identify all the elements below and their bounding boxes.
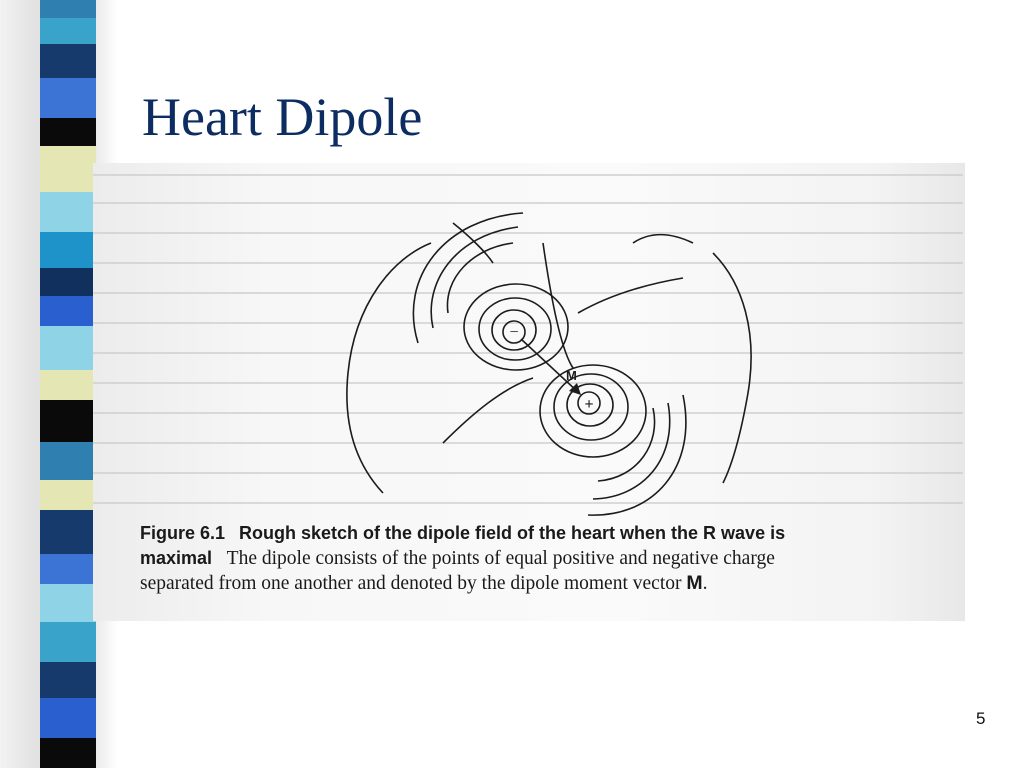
torso-outline-right [713,253,751,483]
caption-end: . [702,573,708,594]
figure-label: Figure 6.1 [140,523,226,543]
decorative-stripe-bar [40,0,96,768]
caption-vector-symbol: M [686,572,703,594]
slide-title: Heart Dipole [142,87,423,147]
scanned-figure [93,163,965,621]
caption-text-line-3: separated from one another and denoted by the dipole moment vector [140,573,687,594]
bleed-lines [93,175,963,503]
caption-line-1 [140,521,940,546]
field-line-upper [543,243,573,368]
field-line-right [578,278,683,313]
caption-bold-line-1: Rough sketch of the dipole field of the heart when the R wave is [239,523,786,543]
neck-left [453,223,493,263]
torso-outline-left [347,243,431,493]
positive-field-line-2 [593,403,670,499]
caption-bold-line-2: maximal [140,548,213,568]
figure-caption [140,521,940,596]
negative-pole-symbol: − [509,324,519,341]
page-number: 5 [976,709,986,728]
neck-right [633,235,693,243]
caption-text-line-2: The dipole consists of the points of equal positive and negative charge [226,548,775,569]
caption-line-3 [140,571,940,596]
positive-pole-symbol: + [584,396,594,413]
field-line-left [443,378,533,443]
vector-label-m: M [566,368,577,383]
caption-line-2 [140,546,940,571]
